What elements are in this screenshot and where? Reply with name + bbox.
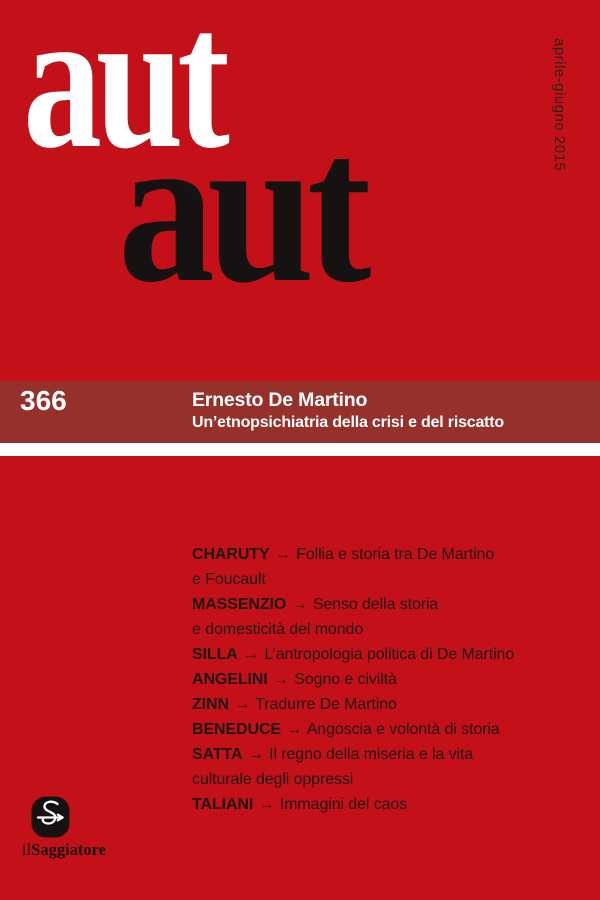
entry-title: Tradurre De Martino	[255, 696, 397, 713]
title-band	[0, 381, 600, 443]
aut-logo-white: aut	[23, 0, 224, 190]
entry-title: Senso della storia	[312, 596, 439, 613]
author-name: BENEDUCE	[192, 721, 281, 738]
entry-title: Follia e storia tra De Martino	[296, 546, 495, 563]
arrow-icon: →	[274, 546, 291, 563]
contents-entry	[192, 542, 596, 592]
author-name: TALIANI	[192, 796, 254, 813]
entry-title-continued: culturale degli oppressi	[192, 771, 354, 788]
entry-title: L’antropologia politica di De Martino	[264, 646, 515, 663]
entry-title: Angoscia e volontà di storia	[306, 721, 500, 738]
aut-logo-black: aut	[118, 88, 364, 327]
entry-title-continued: e domesticità del mondo	[192, 621, 364, 638]
contents-entry	[192, 667, 596, 692]
entry-title-continued: e Foucault	[192, 571, 266, 588]
arrow-icon: →	[258, 796, 275, 813]
issue-number: 366	[20, 385, 67, 416]
publisher-name-main: Saggiatore	[31, 840, 107, 859]
author-name: ZINN	[192, 696, 229, 713]
arrow-icon: →	[286, 721, 303, 738]
contents-entry	[192, 592, 596, 642]
entry-title: Immagini del caos	[279, 796, 408, 813]
issue-title: Ernesto De Martino	[192, 389, 368, 411]
arrow-icon: →	[247, 746, 264, 763]
saggiatore-logo-icon	[31, 796, 70, 838]
author-name: ANGELINI	[192, 671, 268, 688]
arrow-icon: →	[273, 671, 289, 688]
contents-entry	[192, 642, 596, 667]
contents-entry	[192, 692, 596, 717]
issue-date-vertical: aprile-giugno 2015	[551, 38, 568, 172]
contents-entry	[192, 742, 596, 792]
publisher-name-prefix: il	[22, 840, 32, 859]
arrow-icon: →	[234, 696, 251, 713]
contents-list	[192, 542, 596, 817]
arrow-icon: →	[291, 596, 308, 613]
issue-subtitle: Un’etnopsichiatria della crisi e del riscatto	[192, 414, 504, 431]
author-name: CHARUTY	[192, 546, 270, 563]
arrow-icon: →	[243, 646, 259, 663]
author-name: SILLA	[192, 646, 238, 663]
publisher-name	[22, 840, 106, 860]
author-name: MASSENZIO	[192, 596, 287, 613]
white-stripe	[0, 443, 600, 456]
entry-title: Il regno della miseria e la vita	[269, 746, 474, 763]
issue-titles	[192, 387, 504, 433]
entry-title: Sogno e civiltà	[294, 671, 397, 688]
contents-entry	[192, 792, 596, 817]
contents-entry	[192, 717, 596, 742]
author-name: SATTA	[192, 746, 243, 763]
